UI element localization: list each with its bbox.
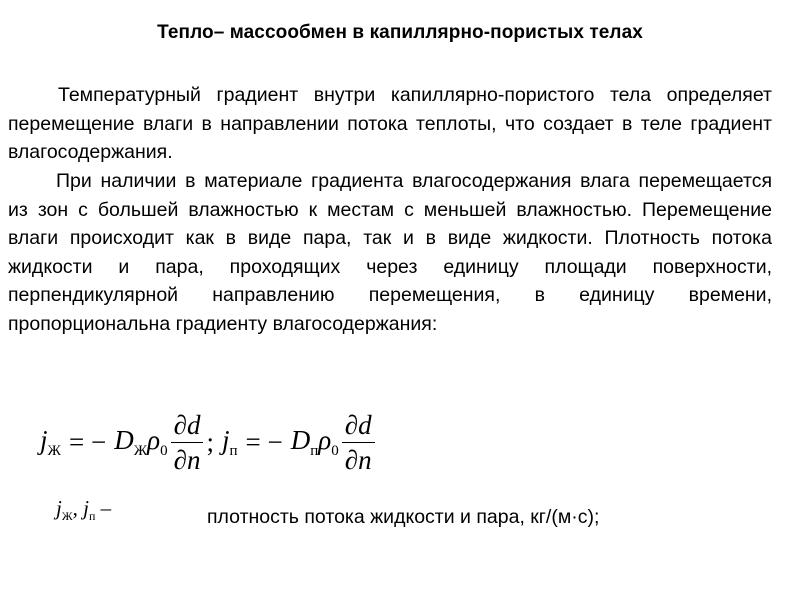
flux-formula — [40, 402, 480, 482]
formula-equals-minus-2: = − — [245, 426, 283, 457]
slide-title: Тепло– массообмен в капиллярно-пористых телах — [157, 22, 643, 43]
formula-j-liquid: $j_Ж$ — [40, 424, 61, 459]
formula-gradient-fraction-liquid: $\frac{\partial d}{\partial n}$ — [171, 409, 204, 476]
legend-description: плотность потока жидкости и пара, кг/(м·с); — [207, 506, 600, 528]
formula-equals-minus: = − — [68, 426, 107, 457]
formula-gradient-fraction-vapor: $\frac{\partial d}{\partial n}$ — [342, 409, 375, 476]
formula-d-vapor: $D_п$ — [290, 424, 319, 459]
paragraph-moisture-transfer: При наличии в материале градиента влагосодержания влага перемещается из зон с большей влажностью к местам с меньшей влажностью. Перемещение влаги происходит как в виде пара, так и в виде жидкости. Плотность потока жидкости и пара, проходящих через единицу площади поверхности, перпендикулярной направлению перемещения, в единицу времени, пропорциональна градиенту влагосодержания: — [8, 170, 772, 335]
formula-rho0-vapor: $\rho_0$ — [318, 424, 339, 459]
formula-rho0-liquid: $\rho_0$ — [147, 424, 168, 459]
paragraph-temperature-gradient: Температурный градиент внутри капиллярно-пористого тела определяет перемещение влаги в направлении потока теплоты, что создает в теле градиент влагосодержания. — [8, 84, 772, 163]
formula-separator: ; — [206, 426, 214, 457]
formula-d-liquid: $D_Ж$ — [114, 424, 148, 459]
formula-j-vapor: $j_п$ — [221, 424, 238, 459]
legend-symbols: $j_Ж$, $j_п$ – — [56, 496, 112, 523]
